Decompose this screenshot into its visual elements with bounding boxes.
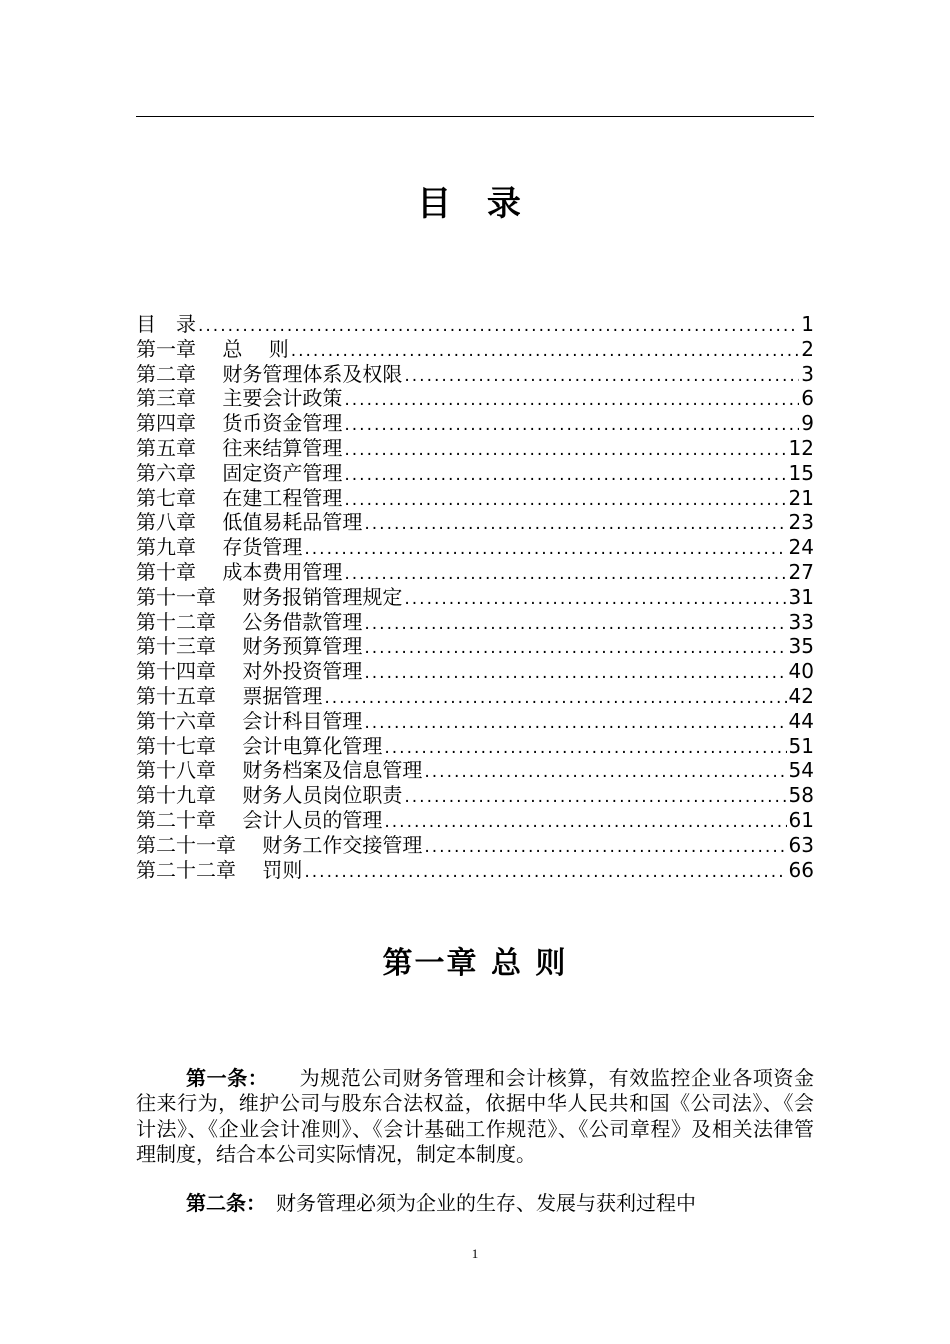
toc-entry[interactable]: [136, 535, 814, 560]
toc-leader-dots: [364, 512, 786, 537]
toc-entry[interactable]: [136, 734, 814, 759]
toc-entry-page: 9: [801, 411, 814, 436]
article-1: [136, 1066, 814, 1167]
toc-leader-dots: [424, 760, 786, 785]
toc-entry-page: 66: [788, 857, 814, 882]
toc-entry[interactable]: [136, 783, 814, 808]
toc-entry-label: 第七章 在建工程管理: [136, 485, 343, 510]
table-of-contents: [136, 312, 814, 882]
toc-entry-label: 目 录: [136, 312, 196, 336]
toc-entry-page: 3: [801, 361, 814, 386]
toc-entry[interactable]: [136, 833, 814, 858]
toc-entry-label: 第十章 成本费用管理: [136, 559, 343, 584]
toc-entry[interactable]: [136, 808, 814, 833]
toc-entry-label: 第二十章 会计人员的管理: [136, 807, 383, 832]
toc-leader-dots: [344, 388, 799, 413]
toc-entry-label: 第二十一章 财务工作交接管理: [136, 832, 423, 857]
toc-entry-label: 第十七章 会计电算化管理: [136, 733, 383, 758]
toc-entry-label: 第五章 往来结算管理: [136, 435, 343, 460]
toc-leader-dots: [384, 810, 786, 835]
article-1-text: 为规范公司财务管理和会计核算，有效监控企业各项资金往来行为，维护公司与股东合法权益，依据中华人民共和国《公司法》、《会计法》、《企业会计准则》、《会计基础工作规范》、《公司章程》及相关法律管理制度，结合本公司实际情况，制定本制度。: [136, 1066, 815, 1166]
toc-entry-page: 58: [788, 783, 814, 808]
toc-entry[interactable]: [136, 610, 814, 635]
toc-entry[interactable]: [136, 411, 814, 436]
toc-leader-dots: [344, 438, 786, 463]
toc-leader-dots: [364, 661, 786, 686]
toc-entry-page: 21: [788, 485, 814, 510]
toc-leader-dots: [364, 612, 786, 637]
toc-entry-page: 54: [788, 758, 814, 783]
toc-entry-label: 第十一章 财务报销管理规定: [136, 584, 403, 609]
toc-entry[interactable]: [136, 585, 814, 610]
toc-entry-page: 61: [788, 807, 814, 832]
toc-entry-label: 第十五章 票据管理: [136, 683, 323, 708]
toc-entry[interactable]: [136, 486, 814, 511]
toc-leader-dots: [364, 636, 786, 661]
toc-entry-page: 51: [788, 733, 814, 758]
toc-entry[interactable]: [136, 560, 814, 585]
article-2-lead: 第二条：: [186, 1191, 256, 1215]
toc-entry-label: 第十二章 公务借款管理: [136, 609, 363, 634]
toc-entry-page: 12: [788, 435, 814, 460]
toc-entry-page: 44: [788, 708, 814, 733]
toc-entry[interactable]: [136, 758, 814, 783]
toc-entry-label: 第二章 财务管理体系及权限: [136, 361, 403, 386]
toc-entry-label: 第十六章 会计科目管理: [136, 708, 363, 733]
toc-entry-label: 第三章 主要会计政策: [136, 386, 343, 411]
toc-entry-page: 2: [801, 336, 814, 361]
toc-entry-label: 第八章 低值易耗品管理: [136, 510, 363, 535]
toc-entry[interactable]: [136, 709, 814, 734]
toc-leader-dots: [424, 835, 786, 860]
toc-leader-dots: [404, 785, 786, 810]
toc-entry-page: 31: [788, 584, 814, 609]
toc-entry[interactable]: [136, 386, 814, 411]
toc-entry-label: 第十八章 财务档案及信息管理: [136, 758, 423, 783]
toc-entry-page: 24: [788, 535, 814, 560]
toc-leader-dots: [324, 686, 786, 711]
toc-entry[interactable]: [136, 461, 814, 486]
toc-entry[interactable]: [136, 510, 814, 535]
toc-leader-dots: [344, 463, 786, 488]
toc-leader-dots: [291, 339, 800, 364]
toc-title: 目 录: [417, 184, 533, 224]
toc-entry-label: 第四章 货币资金管理: [136, 411, 343, 436]
toc-entry-label: 第六章 固定资产管理: [136, 460, 343, 485]
toc-leader-dots: [198, 314, 799, 339]
toc-entry-page: 15: [788, 460, 814, 485]
toc-entry-page: 35: [788, 634, 814, 659]
toc-entry-label: 第十九章 财务人员岗位职责: [136, 783, 403, 808]
toc-entry[interactable]: [136, 312, 814, 337]
toc-entry-page: 42: [788, 683, 814, 708]
toc-entry-page: 27: [788, 559, 814, 584]
toc-entry-label: 第九章 存货管理: [136, 535, 303, 560]
toc-entry[interactable]: [136, 659, 814, 684]
toc-entry[interactable]: [136, 858, 814, 883]
toc-entry-label: 第十四章 对外投资管理: [136, 659, 363, 684]
header-rule: [136, 116, 814, 117]
toc-entry[interactable]: [136, 634, 814, 659]
toc-leader-dots: [304, 537, 786, 562]
toc-entry-page: 6: [801, 386, 814, 411]
toc-leader-dots: [344, 413, 799, 438]
toc-entry[interactable]: [136, 362, 814, 387]
toc-leader-dots: [384, 736, 786, 761]
toc-entry-label: 第十三章 财务预算管理: [136, 634, 363, 659]
toc-leader-dots: [344, 488, 786, 513]
toc-entry[interactable]: [136, 436, 814, 461]
toc-leader-dots: [404, 587, 786, 612]
article-2-text: 财务管理必须为企业的生存、发展与获利过程中: [256, 1191, 696, 1215]
toc-leader-dots: [364, 711, 786, 736]
toc-entry[interactable]: [136, 684, 814, 709]
chapter-title: 第一章 总 则: [382, 946, 568, 981]
toc-entry-page: 23: [788, 510, 814, 535]
toc-leader-dots: [404, 364, 799, 389]
toc-entry-page: 1: [801, 312, 814, 336]
toc-leader-dots: [304, 860, 786, 885]
toc-entry-page: 63: [788, 832, 814, 857]
toc-entry-page: 40: [788, 659, 814, 684]
page-number: 1: [471, 1246, 479, 1261]
toc-entry-label: 第二十二章 罚则: [136, 857, 303, 882]
toc-entry-label: 第一章 总 则: [136, 336, 289, 361]
toc-entry[interactable]: [136, 337, 814, 362]
toc-leader-dots: [344, 562, 786, 587]
article-1-lead: 第一条：: [186, 1066, 259, 1090]
article-2: [136, 1191, 814, 1216]
toc-entry-page: 33: [788, 609, 814, 634]
